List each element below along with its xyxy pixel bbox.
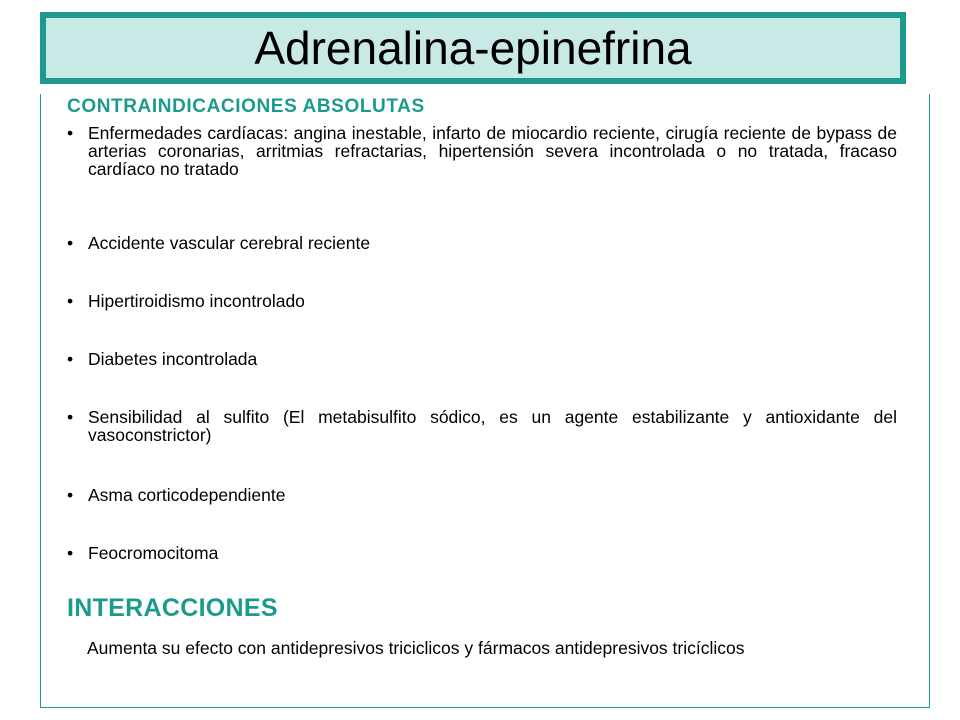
title-banner [40,12,906,84]
content-panel [40,94,930,708]
slide-title: Adrenalina-epinefrina [254,22,692,74]
bullet-text: Asma corticodependiente [88,485,286,505]
interactions-text: Aumenta su efecto con antidepresivos triciclicos y fármacos antidepresivos tricíclicos [87,638,745,658]
bullet-icon: • [67,291,74,311]
bullet-icon: • [67,123,74,143]
interactions-heading: INTERACCIONES [67,594,278,622]
bullet-icon: • [67,233,74,253]
bullet-text: Hipertiroidismo incontrolado [88,291,305,311]
bullet-text: Accidente vascular cerebral reciente [88,233,371,253]
bullet-text: Diabetes incontrolada [88,349,258,369]
bullet-icon: • [67,349,74,369]
bullet-item-pheochromocytoma [67,544,897,562]
bullet-icon: • [67,485,74,505]
bullet-item-asthma [67,486,897,504]
bullet-item-cardiac-diseases [67,124,897,178]
bullet-text: Sensibilidad al sulfito (El metabisulfito sódico, es un agente estabilizante y antioxidante del vasoconstrictor) [88,407,897,445]
bullet-item-diabetes [67,350,897,368]
bullet-item-hyperthyroidism [67,292,897,310]
contraindications-heading: CONTRAINDICACIONES ABSOLUTAS [67,96,425,117]
bullet-item-stroke [67,234,897,252]
bullet-item-sulfite-sensitivity [67,408,897,444]
bullet-text: Feocromocitoma [88,543,219,563]
bullet-icon: • [67,543,74,563]
bullet-icon: • [67,407,74,427]
bullet-text: Enfermedades cardíacas: angina inestable, infarto de miocardio reciente, cirugía reciente de bypass de arterias coronarias, arritmias refractarias, hipertensión severa incontrolada o no tratada, fracaso cardíaco no tratado [88,123,897,179]
